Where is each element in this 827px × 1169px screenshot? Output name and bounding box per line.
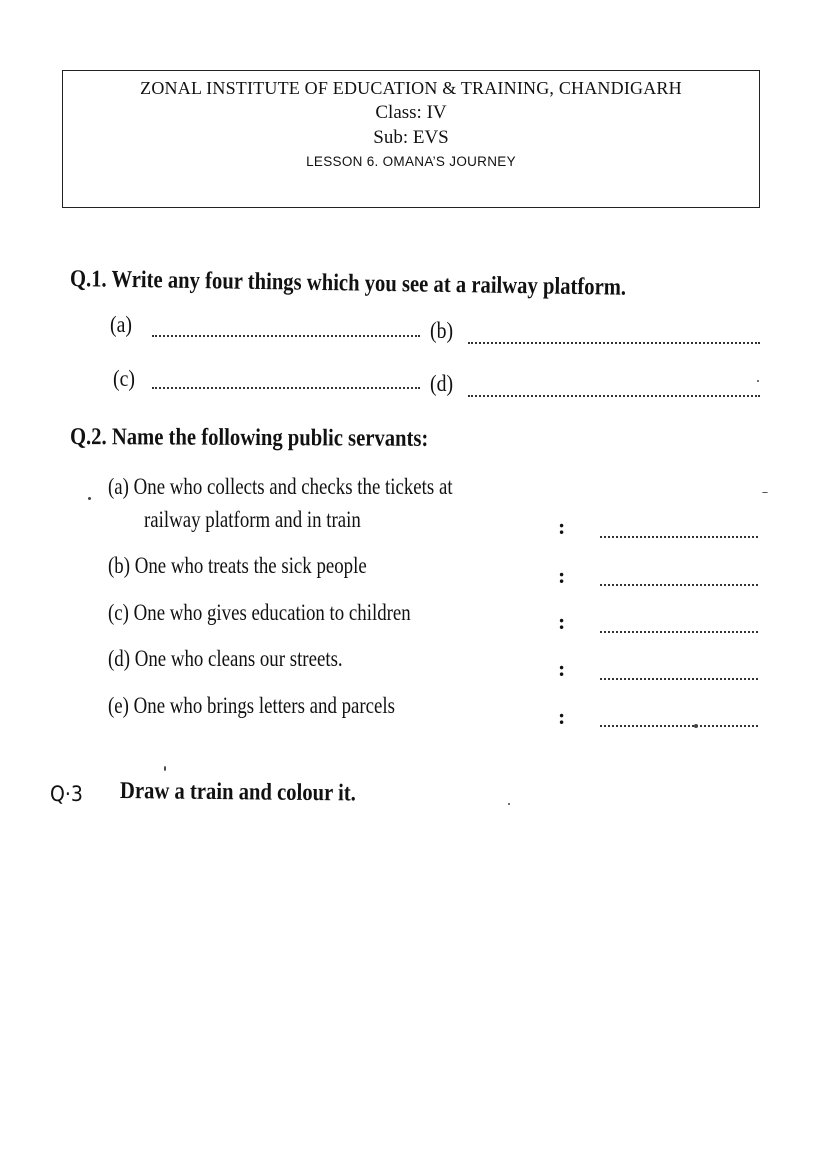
lesson-title: LESSON 6. OMANA’S JOURNEY (306, 154, 516, 169)
q2-colon-e: : (558, 704, 566, 729)
q2-answer-line-b[interactable] (600, 584, 758, 586)
scan-speck (694, 724, 698, 728)
q2-answer-line-a[interactable] (600, 536, 758, 538)
question-3-label: Q·3 (50, 782, 83, 806)
q2-item-a-line2: railway platform and in train (144, 507, 361, 532)
q1-label-c: (c) (113, 366, 135, 391)
scan-speck (508, 803, 510, 805)
q2-item-a-line1: (a) One who collects and checks the tickets at (108, 474, 453, 499)
q1-label-d: (d) (430, 371, 454, 396)
q1-answer-line-b[interactable] (468, 342, 760, 344)
q2-answer-line-e[interactable] (600, 725, 758, 727)
q2-colon-c: : (558, 609, 566, 634)
q2-answer-line-c[interactable] (600, 631, 758, 633)
q2-colon-b: : (558, 563, 566, 588)
class-label: Class: IV (375, 102, 447, 123)
q2-colon-d: : (558, 656, 566, 681)
q1-answer-line-c[interactable] (152, 387, 420, 389)
q1-label-a: (a) (110, 312, 132, 337)
q1-answer-line-d[interactable] (468, 395, 760, 397)
q1-label-b: (b) (430, 318, 454, 343)
scan-speck (88, 497, 91, 500)
scan-speck (762, 492, 768, 493)
q2-item-d: (d) One who cleans our streets. (108, 646, 343, 671)
subject-label: Sub: EVS (373, 127, 449, 148)
institute-name: ZONAL INSTITUTE OF EDUCATION & TRAINING, CHANDIGARH (140, 78, 682, 98)
scan-speck (757, 380, 759, 382)
q2-item-b: (b) One who treats the sick people (108, 553, 367, 578)
q2-item-c: (c) One who gives education to children (108, 600, 411, 625)
q2-item-e: (e) One who brings letters and parcels (108, 693, 395, 718)
q2-colon-a: : (558, 514, 566, 539)
q1-answer-line-a[interactable] (152, 335, 420, 337)
scan-speck (164, 766, 166, 771)
question-3-title: Draw a train and colour it. (119, 778, 356, 807)
question-2-title: Q.2. Name the following public servants: (69, 424, 429, 452)
q2-answer-line-d[interactable] (600, 678, 758, 680)
question-1-title: Q.1. Write any four things which you see at a railway platform. (69, 266, 627, 301)
